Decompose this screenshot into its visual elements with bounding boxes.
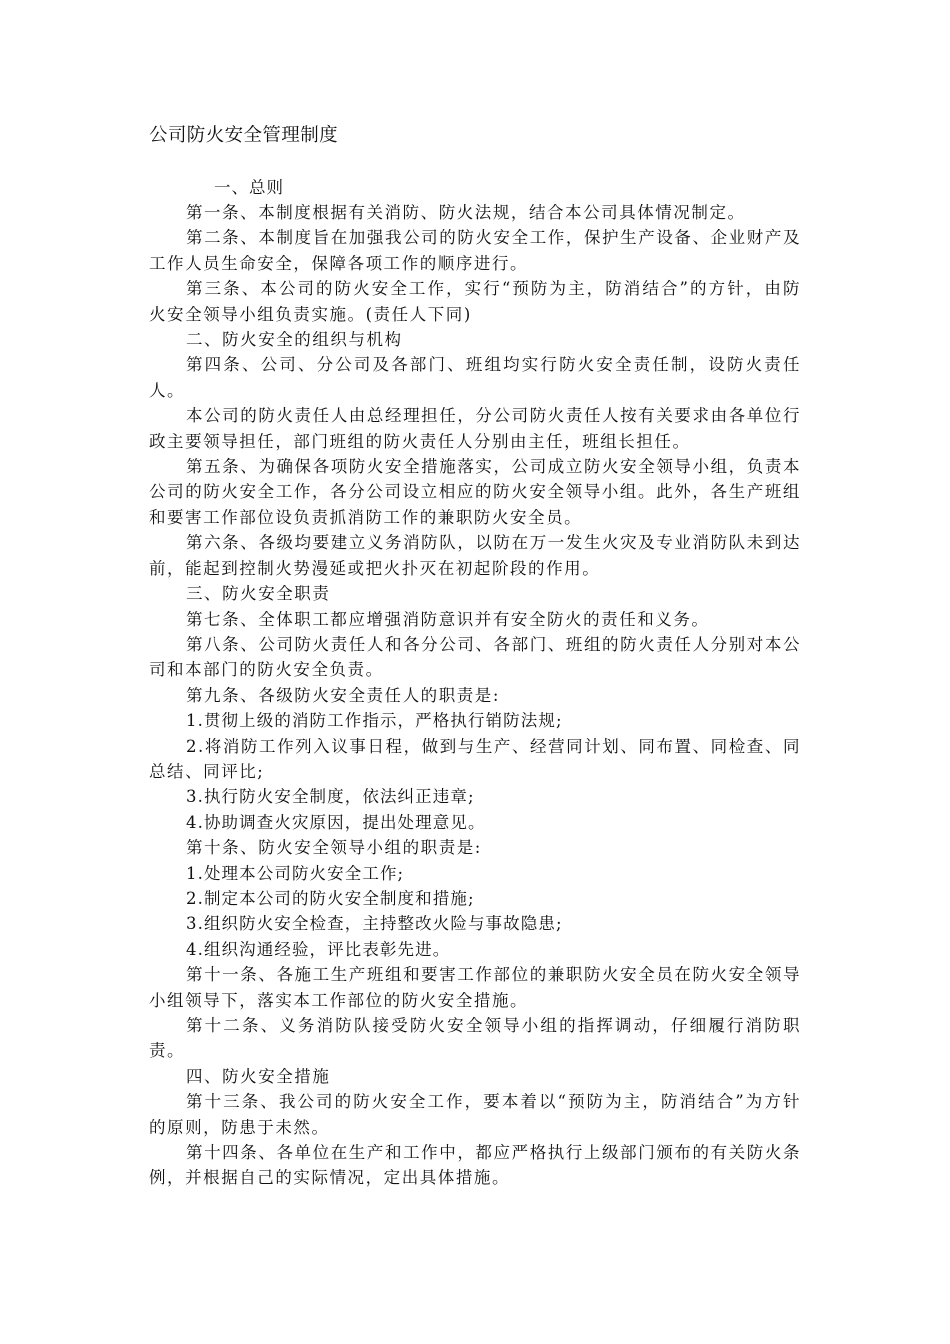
article-10-item-4: 4.组织沟通经验，评比表彰先进。 xyxy=(186,939,451,959)
article-9-item-4: 4.协助调查火灾原因，提出处理意见。 xyxy=(186,812,486,832)
document-title: 公司防火安全管理制度 xyxy=(149,125,339,146)
article-10: 第十条、防火安全领导小组的职责是: xyxy=(186,838,482,858)
article-12: 第十二条、义务消防队接受防火安全领导小组的指挥调动，仔细履行消防职责。 xyxy=(149,1016,801,1061)
article-10-item-2: 2.制定本公司的防火安全制度和措施; xyxy=(186,888,475,908)
article-10-item-1: 1.处理本公司防火安全工作; xyxy=(186,863,405,883)
article-2: 第二条、本制度旨在加强我公司的防火安全工作，保护生产设备、企业财产及工作人员生命安全，保障各项工作的顺序进行。 xyxy=(149,228,801,273)
article-8: 第八条、公司防火责任人和各分公司、各部门、班组的防火责任人分别对本公司和本部门的防火安全负责。 xyxy=(149,634,801,680)
article-7: 第七条、全体职工都应增强消防意识并有安全防火的责任和义务。 xyxy=(186,609,710,629)
article-4-detail: 本公司的防火责任人由总经理担任，分公司防火责任人按有关要求由各单位行政主要领导担任，部门班组的防火责任人分别由主任，班组长担任。 xyxy=(149,406,801,451)
article-14: 第十四条、各单位在生产和工作中，都应严格执行上级部门颁布的有关防火条例，并根据自己的实际情况，定出具体措施。 xyxy=(149,1143,801,1188)
section-heading-general: 一、总则 xyxy=(214,178,284,197)
article-5: 第五条、为确保各项防火安全措施落实，公司成立防火安全领导小组，负责本公司的防火安全工作，各分公司设立相应的防火安全领导小组。此外，各生产班组和要害工作部位设负责抓消防工作的兼职防火安全员。 xyxy=(149,457,801,527)
article-6: 第六条、各级均要建立义务消防队，以防在万一发生火灾及专业消防队未到达前，能起到控制火势漫延或把火扑灭在初起阶段的作用。 xyxy=(149,533,801,578)
section-heading-measures: 四、防火安全措施 xyxy=(186,1066,331,1086)
document-page xyxy=(149,122,801,1191)
article-13: 第十三条、我公司的防火安全工作，要本着以“预防为主，防消结合”为方针的原则，防患于未然。 xyxy=(149,1092,801,1137)
article-9-item-3: 3.执行防火安全制度，依法纠正违章; xyxy=(186,787,475,807)
article-4: 第四条、公司、分公司及各部门、班组均实行防火安全责任制，设防火责任人。 xyxy=(149,355,801,400)
section-heading-duties: 三、防火安全职责 xyxy=(186,584,331,604)
article-9-item-1: 1.贯彻上级的消防工作指示，严格执行销防法规; xyxy=(186,711,563,731)
article-10-item-3: 3.组织防火安全检查，主持整改火险与事故隐患; xyxy=(186,914,563,934)
article-9-item-2: 2.将消防工作列入议事日程，做到与生产、经营同计划、同布置、同检查、同总结、同评比; xyxy=(149,736,801,781)
article-3: 第三条、本公司的防火安全工作，实行“预防为主，防消结合”的方针，由防火安全领导小组负责实施。(责任人下同) xyxy=(149,279,801,324)
article-9: 第九条、各级防火安全责任人的职责是: xyxy=(186,685,500,705)
article-1: 第一条、本制度根据有关消防、防火法规，结合本公司具体情况制定。 xyxy=(186,203,746,222)
article-11: 第十一条、各施工生产班组和要害工作部位的兼职防火安全员在防火安全领导小组领导下，落实本工作部位的防火安全措施。 xyxy=(149,965,801,1010)
section-heading-organization: 二、防火安全的组织与机构 xyxy=(186,330,403,350)
